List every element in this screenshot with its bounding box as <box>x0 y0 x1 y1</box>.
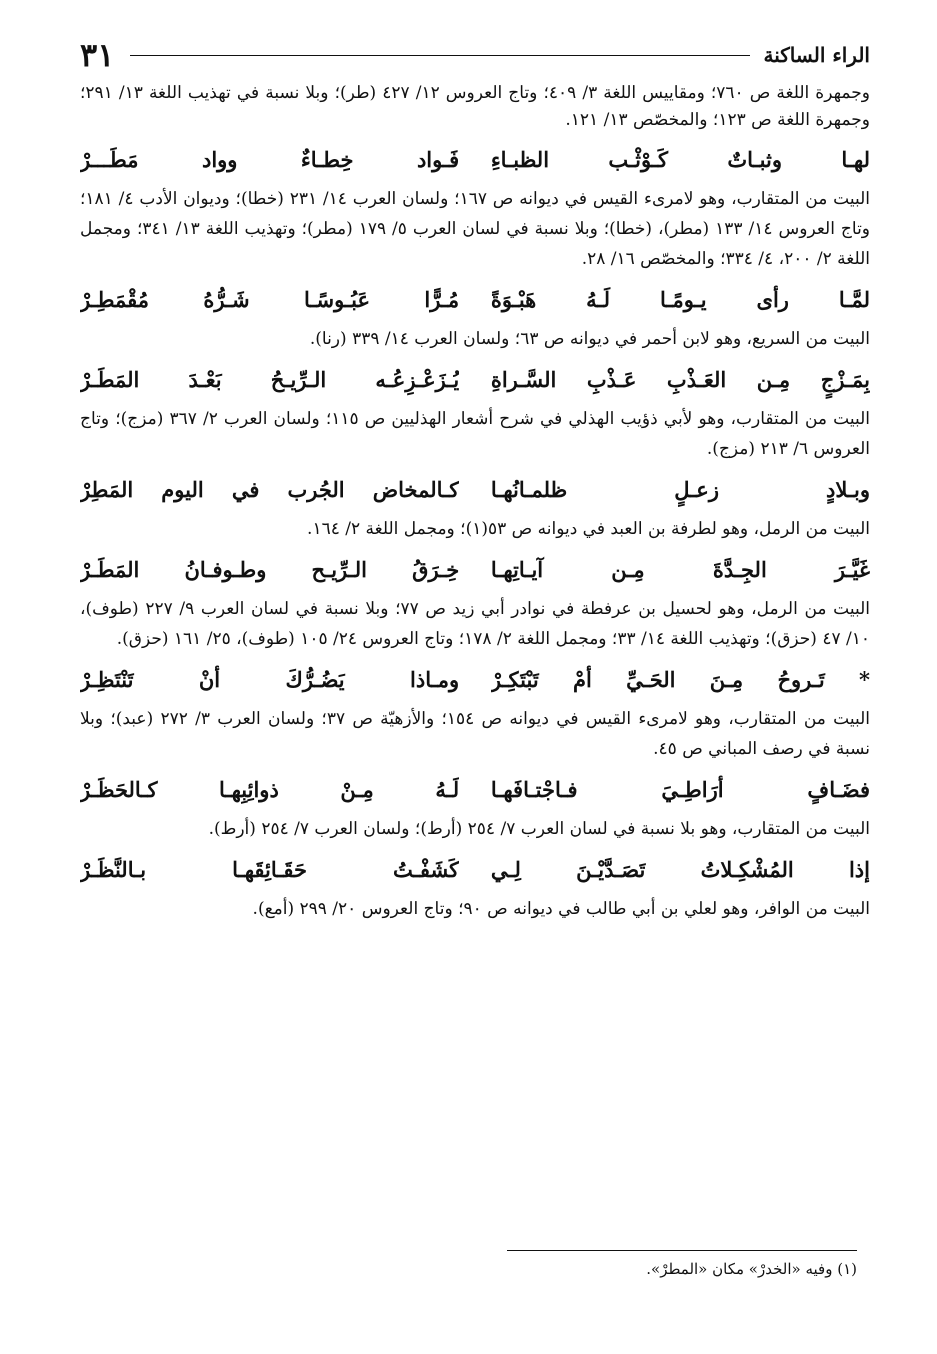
first-hemistich: بِمَـزْجٍ مِـن العَـذْبِ عَـذْبِ السَّـراةِ <box>490 367 870 392</box>
first-hemistich: إذا المُشْكِـلاتُ تَصَـدَّيْـنَ لِـي <box>490 857 870 882</box>
verse-entry-4 <box>80 470 870 544</box>
second-hemistich: كَشَفْـتُ حَقَـائِقَهـا بـالنَّظَـرْ <box>80 857 460 882</box>
header-rule <box>130 55 749 56</box>
source-citation: البيت من المتقارب، وهو لأبي ذؤيب الهذلي في شرح أشعار الهذليين ص ١١٥؛ ولسان العرب ٢/ ٣٦٧ (مزج)؛ وتاج العروس ٦/ ٢١٣ (مزج). <box>80 409 871 459</box>
source-citation: البيت من الوافر، وهو لعلي بن أبي طالب في ديوانه ص ٩٠؛ وتاج العروس ٢٠/ ٢٩٩ (أمع). <box>252 899 870 919</box>
source-citation: البيت من المتقارب، وهو لامرىء القيس في ديوانه ص ١٦٧؛ ولسان العرب ١٤/ ٢٣١ (خطا)؛ وديوان الأدب ٤/ ١٨١؛ وتاج العروس ١٤/ ١٣٣ (مطر)، (خطا)؛ وبلا نسبة في لسان العرب ٥/ ١٧٩ (مطر)؛ وتهذيب اللغة ١٣/ ٣٤١؛ ومجمل اللغة ٢/ ٢٠٠، ٤/ ٣٣٤؛ والمخصّص ١٦/ ٢٨. <box>80 189 871 269</box>
verse-entry-8 <box>80 850 870 924</box>
source-citation: البيت من الرمل، وهو لطرفة بن العبد في ديوانه ص ٥٣(١)؛ ومجمل اللغة ٢/ ١٦٤. <box>307 519 870 539</box>
verse-line <box>80 360 870 400</box>
source-citation: البيت من السريع، وهو لابن أحمر في ديوانه ص ٦٣؛ ولسان العرب ١٤/ ٣٣٩ (رنا). <box>309 329 870 349</box>
second-hemistich: لَـهُ مِـنْ ذوائِبِهـا كـالحَظَـرْ <box>80 777 460 802</box>
first-hemistich: غَيَّـرَ الجِـدَّةَ مِـن آيـاتِهـا <box>490 557 870 582</box>
verse-line <box>80 550 870 590</box>
second-hemistich: مُـرًّا عَبُـوسًـا شَـرُّهُ مُقْمَطِـرْ <box>80 287 460 312</box>
footnote: (١) وفيه «الخدرْ» مكان «المطرْ». <box>646 1260 857 1278</box>
source-citation: البيت من المتقارب، وهو بلا نسبة في لسان العرب ٧/ ٢٥٤ (أرط)؛ ولسان العرب ٧/ ٢٥٤ (أرط). <box>208 819 870 839</box>
verse-entry-5 <box>80 550 870 654</box>
second-hemistich: كـالمخاض الجُرب في اليوم المَطِرْ <box>80 477 460 502</box>
footnote-divider <box>507 1250 857 1251</box>
page-number: ٣١ <box>80 36 115 74</box>
verse-entry-6 <box>80 660 870 764</box>
source-citation: البيت من المتقارب، وهو لامرىء القيس في ديوانه ص ١٥٤؛ والأزهيّة ص ٣٧؛ ولسان العرب ٣/ ٢٧٢ (عبد)؛ وبلا نسبة في رصف المباني ص ٤٥. <box>80 709 870 759</box>
verse-entry-3 <box>80 360 870 464</box>
second-hemistich: خِـرَقُ الـرِّيـح وطـوفـانُ المَطَـرْ <box>80 557 460 582</box>
verse-entry-2 <box>80 280 870 354</box>
verse-line <box>80 470 870 510</box>
verse-line <box>80 660 870 700</box>
verse-line <box>80 140 870 180</box>
running-header <box>80 30 870 80</box>
second-hemistich: ومـاذا يَضُـرُّكَ أنْ تَنْتَظِـرْ <box>80 667 460 692</box>
verse-line <box>80 850 870 890</box>
verse-line <box>80 280 870 320</box>
first-hemistich: لهـا وثبـاتٌ كَـوْثْـب الظبـاءِ <box>490 147 870 172</box>
intro-paragraph: وجمهرة اللغة ص ٧٦٠؛ ومقاييس اللغة ٣/ ٤٠٩؛ وتاج العروس ١٢/ ٤٢٧ (طر)؛ وبلا نسبة في تهذيب اللغة ١٣/ ٢٩١؛ وجمهرة اللغة ص ١٢٣؛ والمخصّص ١٣/ ١٢١. <box>80 83 870 130</box>
first-hemistich: * تَـروحُ مِـنَ الحَـيِّ أمْ تَبْتَكِـرْ <box>490 667 870 692</box>
verse-entry-1 <box>80 140 870 274</box>
second-hemistich: فَـواد خِطـاءٌ وواد مَطَـــرْ <box>80 147 460 172</box>
verse-line <box>80 770 870 810</box>
page-body <box>80 30 870 924</box>
verse-entry-7 <box>80 770 870 844</box>
first-hemistich: لمَّـا رأى يـومًـا لَـهُ هَبْـوَةً <box>490 287 870 312</box>
first-hemistich: فضَـافٍ أرَاطِـيَ فـاجْتـافَهـا <box>490 777 870 802</box>
source-citation: البيت من الرمل، وهو لحسيل بن عرفطة في نوادر أبي زيد ص ٧٧؛ وبلا نسبة في لسان العرب ٩/ ٢٢٧ (طوف)، ١٠/ ٤٧ (حزق)؛ وتهذيب اللغة ١٤/ ٣٣؛ ومجمل اللغة ٢/ ١٧٨؛ وتاج العروس ٢٤/ ١٠٥ (طوف)، ٢٥/ ١٦١ (حزق). <box>80 599 870 649</box>
first-hemistich: وبـلادٍ زعـلٍ ظلمـانُهـا <box>490 477 870 502</box>
second-hemistich: يُـزَعْـزِعُـه الـرِّيـحُ بَعْـدَ المَطَـرْ <box>80 367 460 392</box>
chapter-title: الراء الساكنة <box>763 43 870 67</box>
